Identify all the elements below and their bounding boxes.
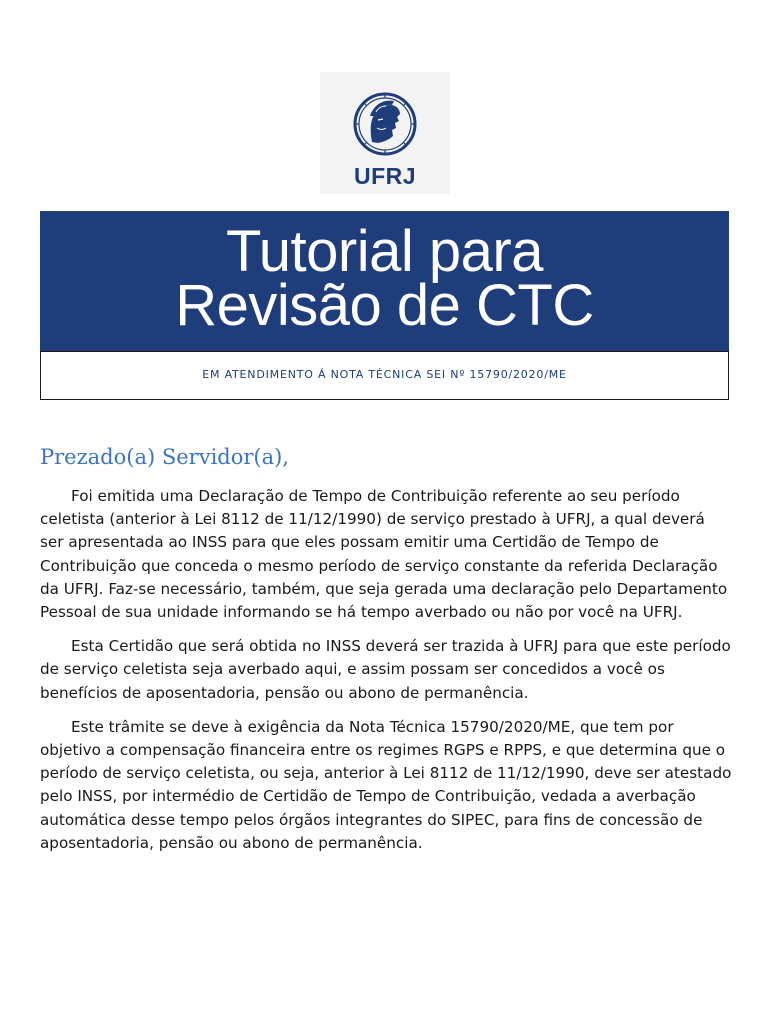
ufrj-emblem-icon [320, 72, 450, 194]
paragraph-2: Esta Certidão que será obtida no INSS deverá ser trazida à UFRJ para que este período de serviço celetista seja averbado aqui, e assim possam ser concedidos a você os benefícios de aposentadoria, pensão ou abono de permanência. [40, 637, 731, 702]
paragraph-1: Foi emitida uma Declaração de Tempo de Contribuição referente ao seu período celetista (anterior à Lei 8112 de 11/12/1990) de serviço prestado à UFRJ, a qual deverá ser apresentada ao INSS para que eles possam emitir uma Certidão de Tempo de Contribuição que conceda o mesmo período de serviço constante da referida Declaração da UFRJ. Faz-se necessário, também, que seja gerada uma declaração pelo Departamento Pessoal de sua unidade informando se há tempo averbado ou não por você na UFRJ. [40, 487, 728, 622]
page-title [40, 219, 729, 338]
paragraph-3: Este trâmite se deve à exigência da Nota Técnica 15790/2020/ME, que tem por objetivo a compensação financeira entre os regimes RGPS e RPPS, e que determina que o período de serviço celetista, ou seja, anterior à Lei 8112 de 11/12/1990, deve ser atestado pelo INSS, por intermédio de Certidão de Tempo de Contribuição, vedada a averbação automática desse tempo pelos órgãos integrantes do SIPEC, para fins de concessão de aposentadoria, pensão ou abono de permanência. [40, 717, 732, 852]
title-banner [40, 211, 729, 351]
logo-wordmark: UFRJ [353, 163, 417, 189]
subtitle-text: EM ATENDIMENTO Á NOTA TÉCNICA SEI Nº 15790/2020/ME [202, 368, 567, 381]
page-title-line-1: Tutorial para [226, 219, 543, 284]
body-text [40, 485, 732, 866]
ufrj-logo [320, 72, 450, 194]
greeting-heading: Prezado(a) Servidor(a), [40, 445, 289, 469]
page-title-line-2: Revisão de CTC [175, 273, 594, 338]
subtitle-box [40, 351, 729, 400]
